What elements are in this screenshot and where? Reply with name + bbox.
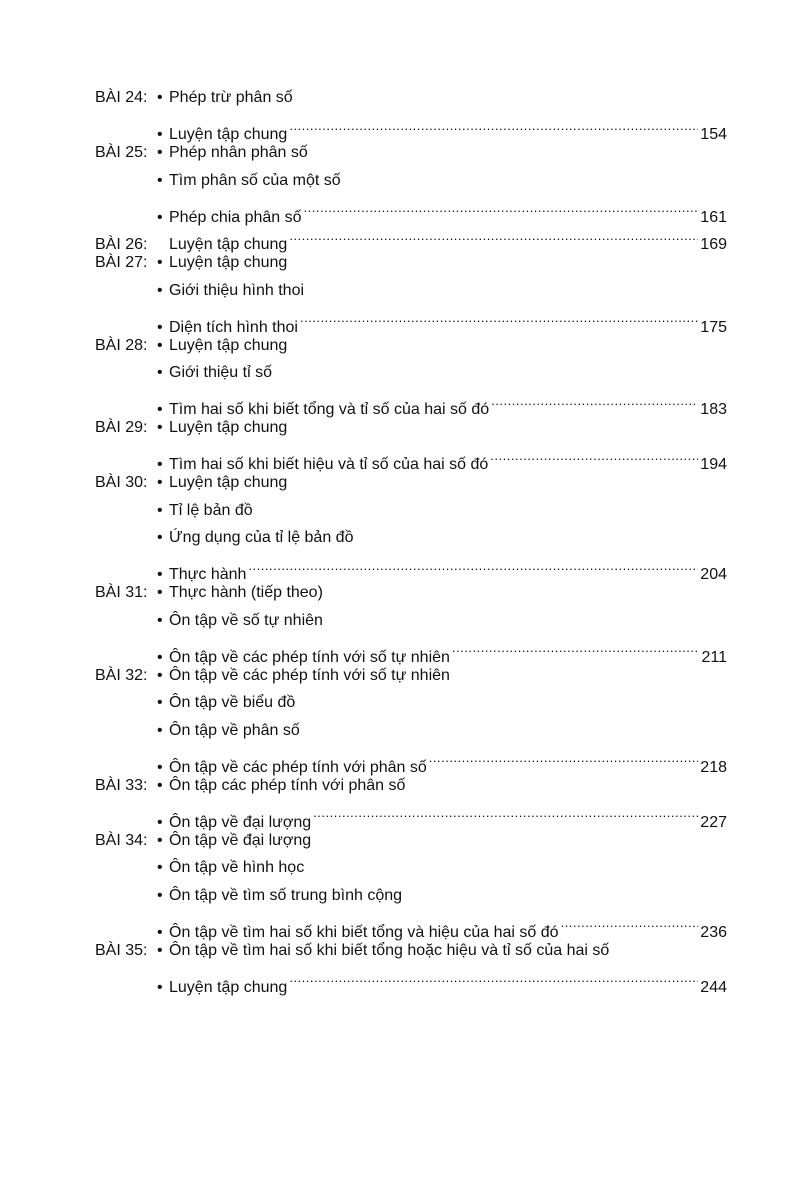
toc-item-title: Luyện tập chung: [169, 978, 288, 996]
toc-item-title: Phép nhân phân số: [169, 144, 308, 161]
toc-item-title: Giới thiệu tỉ số: [169, 364, 272, 381]
toc-item-title: Ôn tập các phép tính với phân số: [169, 776, 406, 794]
toc-item-title: Diện tích hình thoi: [169, 318, 298, 336]
bullet-icon: •: [157, 501, 163, 519]
bullet-icon: •: [157, 859, 163, 876]
dot-leader: [429, 744, 699, 772]
bullet-icon: •: [157, 584, 163, 601]
bullet-icon: •: [157, 648, 163, 666]
page-number: 227: [700, 813, 727, 831]
bullet-icon: •: [157, 254, 163, 271]
toc-row: [95, 717, 727, 745]
toc-row: [95, 552, 727, 583]
dot-leader: [490, 442, 698, 470]
dot-leader: [289, 222, 698, 250]
toc-row: [95, 882, 727, 910]
toc-item-title: Luyện tập chung: [169, 474, 288, 491]
toc-item-title: Giới thiệu hình thoi: [169, 281, 305, 299]
toc-item-title: Ôn tập về đại lượng: [169, 831, 312, 849]
bullet-icon: •: [157, 611, 163, 629]
page-number: 204: [700, 566, 727, 583]
lesson-label: BÀI 35:: [95, 941, 148, 959]
dot-leader: [289, 112, 698, 140]
bullet-icon: •: [157, 401, 163, 418]
bullet-icon: •: [157, 831, 163, 849]
toc-row: [95, 304, 727, 336]
lesson-label: BÀI 33:: [95, 776, 148, 794]
toc-row: [95, 799, 727, 831]
bullet-icon: •: [157, 208, 163, 226]
toc-row: [95, 112, 727, 143]
toc-item-title: Tỉ lệ bản đồ: [169, 501, 253, 519]
toc-item-title: Ôn tập về biểu đồ: [169, 694, 296, 711]
page-number: 218: [700, 758, 727, 776]
toc-row: [95, 387, 727, 418]
page-number: 175: [700, 318, 727, 336]
toc-row: [95, 827, 727, 855]
lesson-label: BÀI 32:: [95, 666, 148, 684]
bullet-icon: •: [157, 318, 163, 336]
toc-row: [95, 139, 727, 167]
dot-leader: [491, 387, 698, 415]
toc-item-title: Tìm hai số khi biết tổng và tỉ số của hai số đó: [169, 401, 490, 418]
toc-row: [95, 249, 727, 277]
lesson-label: BÀI 31:: [95, 584, 148, 601]
page-number: 161: [700, 208, 727, 226]
toc-item-title: Ôn tập về đại lượng: [169, 813, 312, 831]
lesson-label: BÀI 34:: [95, 831, 148, 849]
bullet-icon: •: [157, 419, 163, 436]
toc-row: [95, 332, 727, 360]
toc-row: [95, 524, 727, 552]
toc-item-title: Ôn tập về phân số: [169, 721, 300, 739]
toc-item-title: Tìm hai số khi biết hiệu và tỉ số của hai số đó: [169, 456, 489, 473]
dot-leader: [561, 909, 699, 937]
page-number: 211: [701, 648, 727, 666]
toc-row: [95, 579, 727, 607]
bullet-icon: •: [157, 813, 163, 831]
toc-row: [95, 909, 727, 941]
toc-row: [95, 689, 727, 717]
lesson-label: BÀI 26:: [95, 236, 148, 253]
lesson-label: BÀI 29:: [95, 419, 148, 436]
bullet-icon: •: [157, 281, 163, 299]
dot-leader: [248, 552, 698, 580]
toc-row: [95, 84, 727, 112]
lesson-label: BÀI 24:: [95, 89, 148, 106]
page-number: 183: [700, 401, 727, 418]
toc-item-title: Thực hành (tiếp theo): [169, 584, 323, 601]
bullet-icon: •: [157, 923, 163, 941]
bullet-icon: •: [157, 886, 163, 904]
toc-row: [95, 744, 727, 776]
toc-item-title: Luyện tập chung: [169, 236, 288, 253]
dot-leader: [313, 799, 698, 827]
toc-row: [95, 442, 727, 473]
toc-item-title: Thực hành: [169, 566, 247, 583]
bullet-icon: •: [157, 364, 163, 381]
toc-row: [95, 854, 727, 882]
page-number: 169: [700, 236, 727, 253]
toc-row: [95, 607, 727, 635]
bullet-icon: •: [157, 336, 163, 354]
toc-row: [95, 662, 727, 690]
toc-row: [95, 359, 727, 387]
dot-leader: [289, 964, 698, 992]
bullet-icon: •: [157, 666, 163, 684]
toc-item-title: Ôn tập về tìm số trung bình cộng: [169, 886, 403, 904]
lesson-label: BÀI 25:: [95, 144, 148, 161]
bullet-icon: •: [157, 941, 163, 959]
toc-row: [95, 277, 727, 305]
toc-row: [95, 167, 727, 195]
toc-item-title: Ôn tập về các phép tính với phân số: [169, 758, 427, 776]
bullet-icon: •: [157, 126, 163, 143]
page-number: 194: [700, 456, 727, 473]
toc-item-title: Luyện tập chung: [169, 419, 288, 436]
bullet-icon: •: [157, 978, 163, 996]
bullet-icon: •: [157, 566, 163, 583]
toc-row: [95, 497, 727, 525]
dot-leader: [452, 634, 700, 662]
page-number: 236: [700, 923, 727, 941]
bullet-icon: •: [157, 758, 163, 776]
toc-item-title: Tìm phân số của một số: [169, 171, 341, 189]
toc-item-title: Ứng dụng của tỉ lệ bản đồ: [169, 529, 354, 546]
dot-leader: [300, 304, 698, 332]
page-number: 244: [700, 978, 727, 996]
page-number: 154: [700, 126, 727, 143]
bullet-icon: •: [157, 474, 163, 491]
bullet-icon: •: [157, 171, 163, 189]
bullet-icon: •: [157, 529, 163, 546]
lesson-label: BÀI 28:: [95, 336, 148, 354]
toc-row: [95, 964, 727, 996]
bullet-icon: •: [157, 694, 163, 711]
toc-row: [95, 937, 727, 965]
lesson-label: BÀI 30:: [95, 474, 148, 491]
toc-row: [95, 634, 727, 666]
toc-item-title: Ôn tập về tìm hai số khi biết tổng hoặc hiệu và tỉ số của hai số: [169, 941, 610, 959]
toc-item-title: Luyện tập chung: [169, 336, 288, 354]
table-of-contents: [95, 84, 727, 996]
bullet-icon: •: [157, 144, 163, 161]
bullet-icon: •: [157, 456, 163, 473]
lesson-label: BÀI 27:: [95, 254, 148, 271]
bullet-icon: •: [157, 89, 163, 106]
toc-item-title: Phép chia phân số: [169, 208, 302, 226]
toc-item-title: Ôn tập về hình học: [169, 859, 305, 876]
toc-item-title: Ôn tập về các phép tính với số tự nhiên: [169, 666, 450, 684]
toc-item-title: Ôn tập về các phép tính với số tự nhiên: [169, 648, 450, 666]
toc-item-title: Ôn tập về tìm hai số khi biết tổng và hiệu của hai số đó: [169, 923, 559, 941]
toc-item-title: Phép trừ phân số: [169, 89, 293, 106]
toc-item-title: Luyện tập chung: [169, 254, 288, 271]
dot-leader: [304, 194, 699, 222]
toc-row: [95, 194, 727, 226]
toc-item-title: Luyện tập chung: [169, 126, 288, 143]
bullet-icon: •: [157, 721, 163, 739]
toc-item-title: Ôn tập về số tự nhiên: [169, 611, 323, 629]
bullet-icon: •: [157, 776, 163, 794]
